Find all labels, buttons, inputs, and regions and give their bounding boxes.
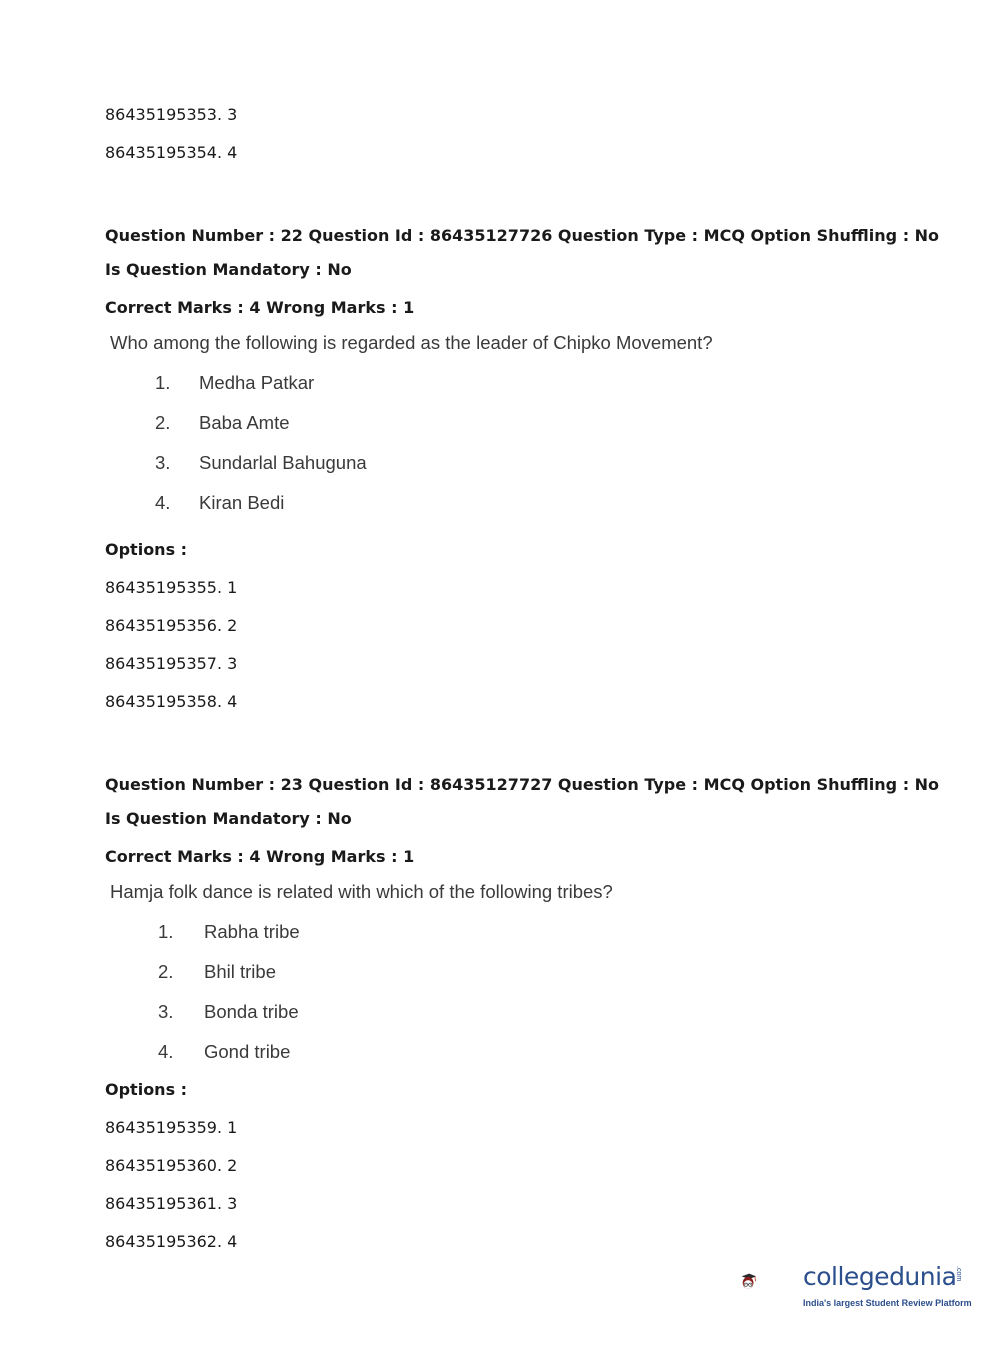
choice-number: 1. [158, 921, 174, 942]
question-marks: Correct Marks : 4 Wrong Marks : 1 [105, 298, 415, 317]
question-header: Question Number : 22 Question Id : 86435127726 Question Type : MCQ Option Shuffling : No [105, 226, 940, 245]
choice-label: Bonda tribe [204, 1001, 299, 1022]
choice-label: Medha Patkar [199, 372, 315, 393]
logo-wordmark: collegedunia [803, 1262, 957, 1291]
option-line: 86435195354. 4 [105, 143, 238, 162]
option-line: 86435195361. 3 [105, 1194, 238, 1213]
question-header: Question Number : 23 Question Id : 86435127727 Question Type : MCQ Option Shuffling : No [105, 775, 940, 794]
option-line: 86435195353. 3 [105, 105, 238, 124]
option-line: 86435195358. 4 [105, 692, 238, 711]
choice-label: Sundarlal Bahuguna [199, 452, 367, 473]
choice-number: 2. [155, 412, 171, 433]
question-mandatory: Is Question Mandatory : No [105, 260, 352, 279]
choice-number: 3. [158, 1001, 174, 1022]
logo-tagline: India's largest Student Review Platform [803, 1298, 972, 1308]
choice-label: Gond tribe [204, 1041, 291, 1062]
choice-label: Rabha tribe [204, 921, 300, 942]
choice-label: Baba Amte [199, 412, 290, 433]
question-mandatory: Is Question Mandatory : No [105, 809, 352, 828]
logo-suffix: .com [955, 1266, 962, 1282]
choice-number: 4. [158, 1041, 174, 1062]
options-label: Options : [105, 1080, 188, 1099]
question-text: Hamja folk dance is related with which of the following tribes? [110, 881, 613, 902]
choice-number: 3. [155, 452, 171, 473]
choice-label: Kiran Bedi [199, 492, 285, 513]
option-line: 86435195362. 4 [105, 1232, 238, 1251]
choice-label: Bhil tribe [204, 961, 276, 982]
mascot-icon [740, 1250, 802, 1314]
option-line: 86435195355. 1 [105, 578, 238, 597]
choice-number: 1. [155, 372, 171, 393]
choice-number: 4. [155, 492, 171, 513]
option-line: 86435195359. 1 [105, 1118, 238, 1137]
option-line: 86435195360. 2 [105, 1156, 238, 1175]
question-marks: Correct Marks : 4 Wrong Marks : 1 [105, 847, 415, 866]
option-line: 86435195357. 3 [105, 654, 238, 673]
question-text: Who among the following is regarded as the leader of Chipko Movement? [110, 332, 713, 353]
options-label: Options : [105, 540, 188, 559]
option-line: 86435195356. 2 [105, 616, 238, 635]
choice-number: 2. [158, 961, 174, 982]
